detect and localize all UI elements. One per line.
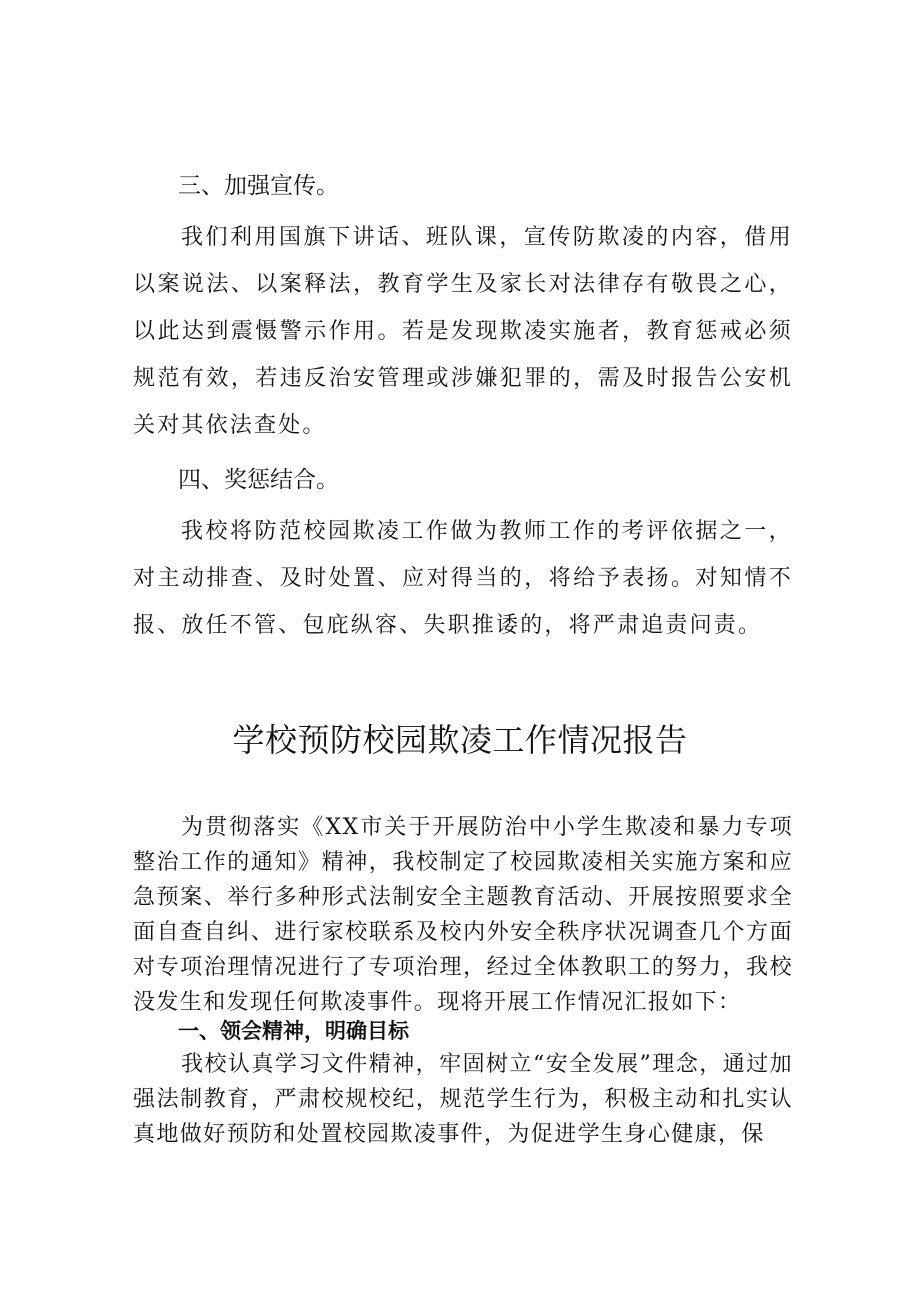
- section-4-body: 我校将防范校园欺凌工作做为教师工作的考评依据之一，对主动排查、及时处置、应对得当的，将给予表扬。对知情不报、放任不管、包庇纵容、失职推诿的，将严肃追责问责。: [133, 519, 793, 638]
- report-section-1-body: 我校认真学习文件精神，牢固树立“安全发展”理念，通过加强法制教育，严肃校规校纪，规范学生行为，积极主动和扎实认真地做好预防和处置校园欺凌事件，为促进学生身心健康，保: [133, 1052, 793, 1147]
- report-intro: 为贯彻落实《XX市关于开展防治中小学生欺凌和暴力专项整治工作的通知》精神，我校制定了校园欺凌相关实施方案和应急预案、举行多种形式法制安全主题教育活动、开展按照要求全面自查自纠、进行家校联系及校内外安全秩序状况调查几个方面对专项治理情况进行了专项治理，经过全体教职工的努力，我校没发生和发现任何欺凌事件。现将开展工作情况汇报如下：: [133, 815, 793, 1015]
- section-3-heading: 三、加强宣传。: [178, 173, 339, 199]
- report-title: 学校预防校园欺凌工作情况报告: [232, 721, 688, 759]
- section-3-body: 我们利用国旗下讲话、班队课，宣传防欺凌的内容，借用以案说法、以案释法，教育学生及家长对法律存有敬畏之心，以此达到震慑警示作用。若是发现欺凌实施者，教育惩戒必须规范有效，若违反治安管理或涉嫌犯罪的，需及时报告公安机关对其依法查处。: [133, 225, 793, 438]
- report-section-1-heading: 一、领会精神，明确目标: [178, 1019, 409, 1043]
- section-4-heading: 四、奖惩结合。: [178, 467, 339, 493]
